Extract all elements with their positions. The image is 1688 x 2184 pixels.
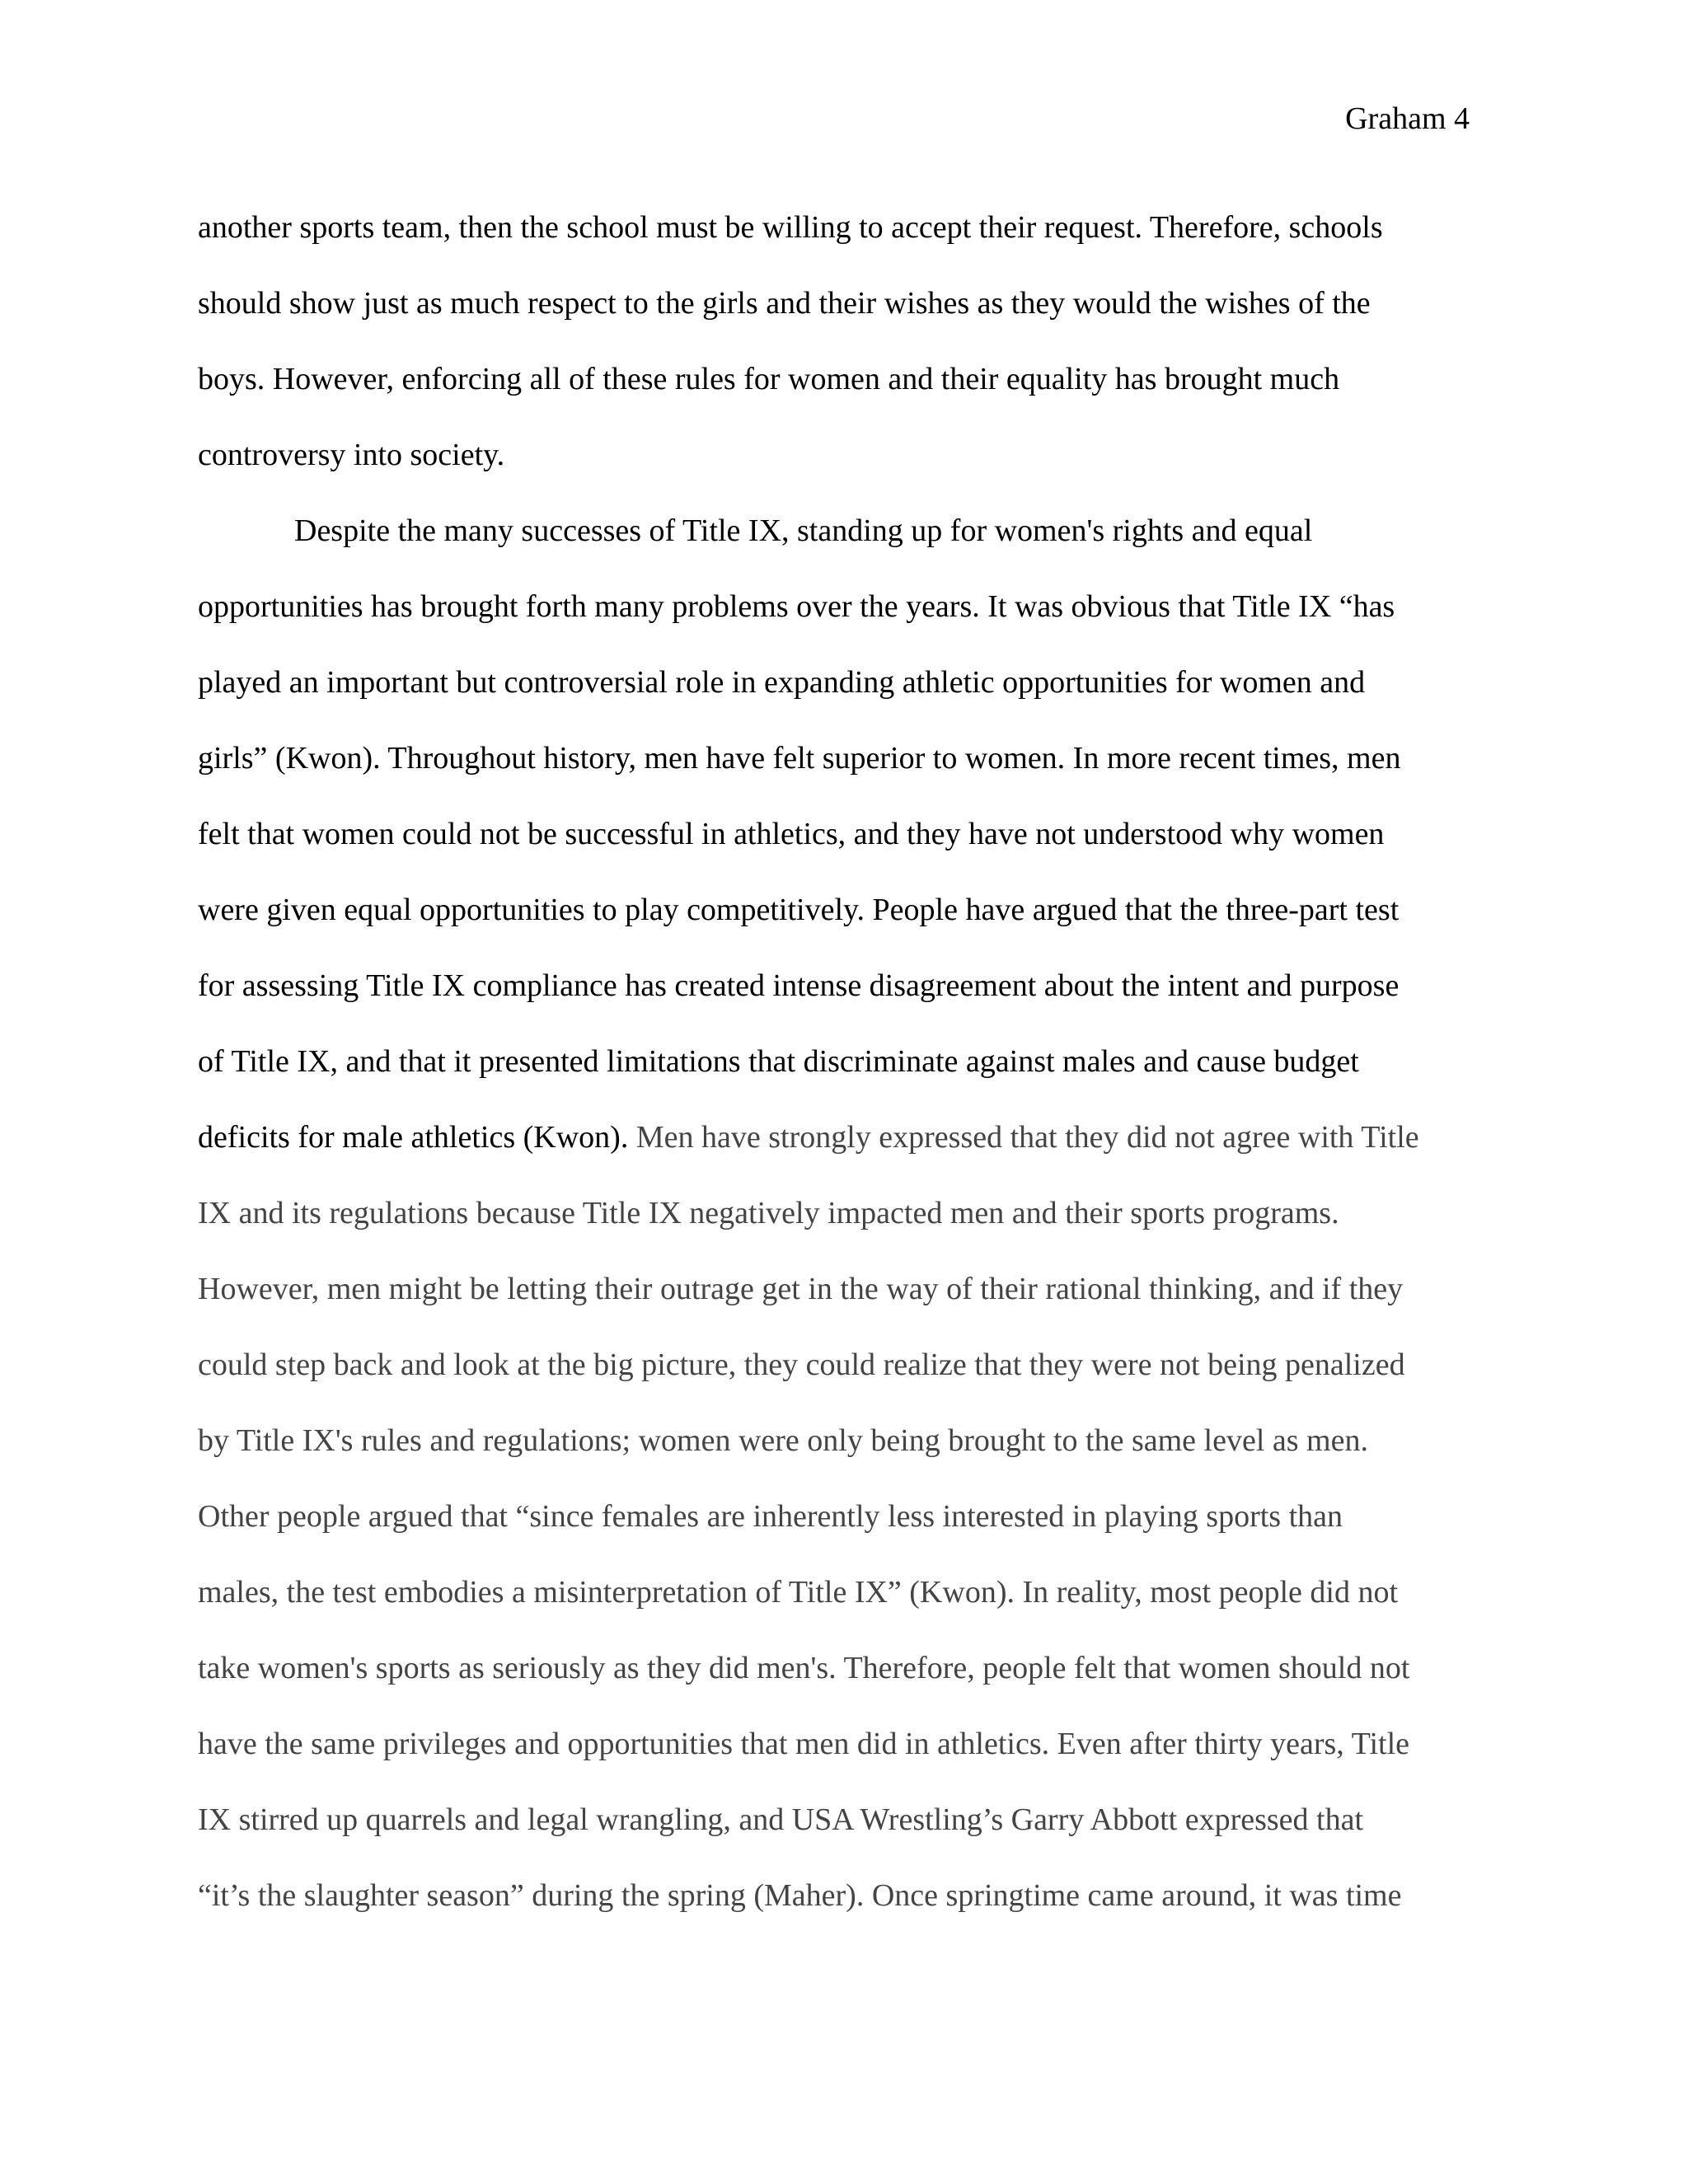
text-line: should show just as much respect to the girls and their wishes as they would the wishes of the <box>198 286 1371 321</box>
text-line: another sports team, then the school must be willing to accept their request. Therefore, schools <box>198 210 1383 245</box>
text-line: males, the test embodies a misinterpretation of Title IX” (Kwon). In reality, most people did not <box>198 1575 1399 1610</box>
text-line: played an important but controversial role in expanding athletic opportunities for women and <box>198 665 1366 700</box>
text-line: “it’s the slaughter season” during the spring (Maher). Once springtime came around, it was time <box>198 1878 1402 1913</box>
text-line: were given equal opportunities to play competitively. People have argued that the three-part test <box>198 893 1400 927</box>
text-line: boys. However, enforcing all of these rules for women and their equality has brought much <box>198 362 1340 396</box>
text-line: felt that women could not be successful in athletics, and they have not understood why women <box>198 817 1385 851</box>
text-line: opportunities has brought forth many problems over the years. It was obvious that Title IX “has <box>198 589 1395 624</box>
text-line: by Title IX's rules and regulations; women were only being brought to the same level as men. <box>198 1423 1368 1458</box>
running-head: Graham 4 <box>1345 101 1470 136</box>
text-line: However, men might be letting their outrage get in the way of their rational thinking, and if they <box>198 1272 1404 1306</box>
text-line-mixed <box>198 1118 1419 1157</box>
text-line: for assessing Title IX compliance has created intense disagreement about the intent and purpose <box>198 968 1400 1003</box>
paragraph-first-line: Despite the many successes of Title IX, standing up for women's rights and equal <box>294 513 1313 548</box>
text-segment-black: deficits for male athletics (Kwon). <box>198 1120 629 1155</box>
text-line: controversy into society. <box>198 438 505 472</box>
text-line: have the same privileges and opportunities that men did in athletics. Even after thirty years, Title <box>198 1727 1410 1761</box>
text-line: girls” (Kwon). Throughout history, men have felt superior to women. In more recent times, men <box>198 741 1401 776</box>
text-line: Other people argued that “since females are inherently less interested in playing sports than <box>198 1499 1343 1534</box>
text-line: of Title IX, and that it presented limitations that discriminate against males and cause budget <box>198 1044 1359 1079</box>
text-line: IX and its regulations because Title IX negatively impacted men and their sports programs. <box>198 1196 1339 1230</box>
text-segment-gray: Men have strongly expressed that they did not agree with Title <box>628 1120 1419 1155</box>
text-line: could step back and look at the big picture, they could realize that they were not being penalized <box>198 1347 1405 1382</box>
text-line: take women's sports as seriously as they did men's. Therefore, people felt that women should not <box>198 1651 1410 1685</box>
text-line: IX stirred up quarrels and legal wrangling, and USA Wrestling’s Garry Abbott expressed that <box>198 1802 1364 1837</box>
